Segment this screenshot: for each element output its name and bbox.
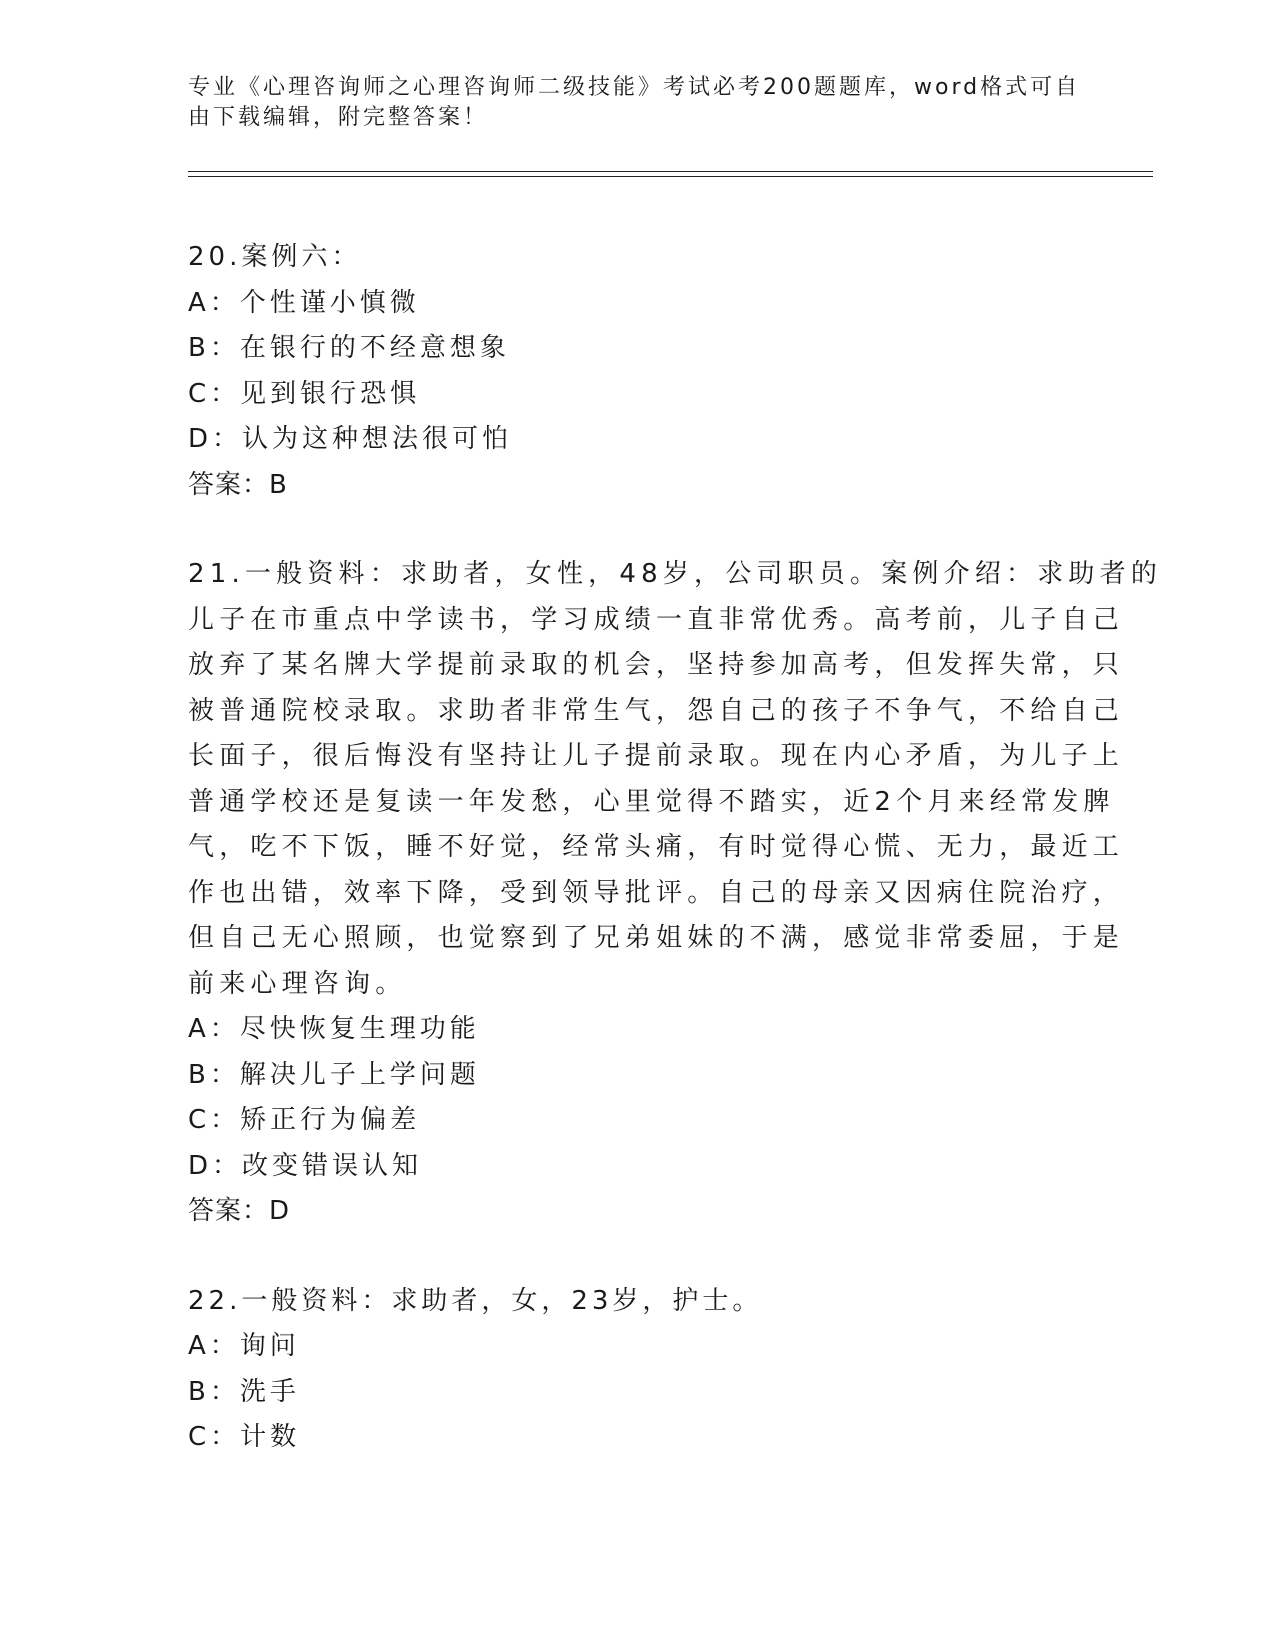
option-a: A：尽快恢复生理功能	[188, 1014, 480, 1044]
option-a: A：询问	[188, 1331, 300, 1361]
answer-line: 答案：D	[188, 1196, 291, 1226]
question-stem-line: 儿子在市重点中学读书，学习成绩一直非常优秀。高考前，儿子自己	[188, 604, 1125, 635]
question-stem-line: 被普通院校录取。求助者非常生气，怨自己的孩子不争气，不给自己	[188, 695, 1125, 726]
option-b: B：洗手	[188, 1376, 300, 1407]
header-divider-bottom	[188, 176, 1153, 177]
option-c: C：见到银行恐惧	[188, 378, 421, 409]
question-stem-line: 放弃了某名牌大学提前录取的机会，坚持参加高考，但发挥失常，只	[188, 650, 1125, 680]
question-stem-line: 长面子，很后悔没有坚持让儿子提前录取。现在内心矛盾，为儿子上	[188, 741, 1125, 771]
option-d: D：改变错误认知	[188, 1150, 423, 1181]
option-b: B：在银行的不经意想象	[188, 333, 510, 363]
question-stem-line: 作也出错，效率下降，受到领导批评。自己的母亲又因病住院治疗，	[188, 877, 1125, 908]
question-gap	[188, 1235, 1088, 1279]
question-stem: 20.案例六：	[188, 242, 362, 272]
option-c: C：计数	[188, 1422, 301, 1452]
document-header-line-1: 专业《心理咨询师之心理咨询师二级技能》考试必考200题题库，word格式可自	[188, 75, 1081, 100]
option-a: A：个性谨小慎微	[188, 287, 420, 318]
header-divider-top	[188, 171, 1153, 172]
question-block	[188, 235, 1088, 508]
question-block	[188, 552, 1163, 1235]
question-stem-line: 普通学校还是复读一年发愁，心里觉得不踏实，近2个月来经常发脾	[188, 786, 1115, 817]
question-stem: 22.一般资料：求助者，女，23岁，护士。	[188, 1285, 763, 1316]
question-list	[188, 235, 1163, 1461]
question-stem-line: 21.一般资料：求助者，女性，48岁，公司职员。案例介绍：求助者的	[188, 559, 1163, 589]
option-d: D：认为这种想法很可怕	[188, 424, 513, 454]
question-gap	[188, 508, 1088, 552]
document-header-line-2: 由下载编辑，附完整答案！	[188, 105, 489, 130]
question-stem-line: 前来心理咨询。	[188, 968, 407, 999]
option-b: B：解决儿子上学问题	[188, 1059, 480, 1090]
option-c: C：矫正行为偏差	[188, 1105, 421, 1135]
question-stem-line: 气，吃不下饭，睡不好觉，经常头痛，有时觉得心慌、无力，最近工	[188, 832, 1125, 862]
answer-line: 答案：B	[188, 469, 288, 500]
question-stem-line: 但自己无心照顾，也觉察到了兄弟姐妹的不满，感觉非常委屈，于是	[188, 923, 1125, 953]
question-block	[188, 1279, 1088, 1461]
